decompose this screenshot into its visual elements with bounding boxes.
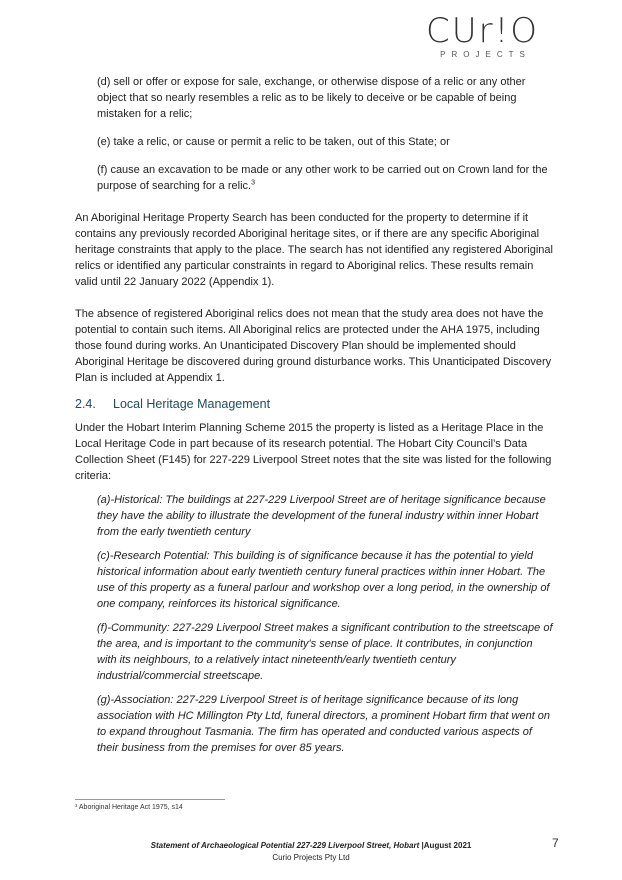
criterion-community: (f)-Community: 227-229 Liverpool Street makes a significant contribution to the streetscape of the area, and is important to the community's sense of place. It contributes, in conjunction with its neighbours, to a relatively intact nineteenth/early twentieth century industrial/commercial streetscape. bbox=[97, 622, 553, 682]
list-item-f-text: (f) cause an excavation to be made or any other work to be carried out on Crown land for the purpose of searching for a relic. bbox=[97, 164, 548, 192]
list-item-f bbox=[75, 162, 554, 194]
paragraph-property-search: An Aboriginal Heritage Property Search has been conducted for the property to determine if it contains any previously recorded Aboriginal heritage sites, or if there are any specific Aboriginal heritage constraints that apply to the place. The search has not identified any registered Aboriginal relics or identified any particular constraints in regard to Aboriginal relics. These results remain valid until 22 January 2022 (Appendix 1). bbox=[75, 212, 553, 288]
footer-title: Statement of Archaeological Potential 227-229 Liverpool Street, Hobart bbox=[150, 841, 420, 850]
section-number: 2.4. bbox=[75, 397, 96, 411]
footer-date: August 2021 bbox=[423, 841, 472, 850]
logo-subtitle: PROJECTS bbox=[440, 50, 531, 59]
page-footer: Statement of Archaeological Potential 227-229 Liverpool Street, Hobart |August 2021 Curio Projects Pty Ltd bbox=[0, 841, 622, 862]
section-title: Local Heritage Management bbox=[113, 397, 271, 411]
section-intro: Under the Hobart Interim Planning Scheme 2015 the property is listed as a Heritage Place in the Local Heritage Code in part because of its research potential. The Hobart City Council’s Data Collection Sheet (F145) for 227-229 Liverpool Street notes that the site was listed for the following criteria: bbox=[75, 422, 552, 482]
section-heading bbox=[75, 396, 554, 412]
footnote-divider bbox=[75, 799, 225, 800]
list-item-e: (e) take a relic, or cause or permit a relic to be taken, out of this State; or bbox=[97, 136, 450, 148]
criterion-research: (c)-Research Potential: This building is of significance because it has the potential to yield historical information about early twentieth century funeral practices within inner Hobart. The use of this property as a funeral parlour and workshop over a long period, in the ownership of one company, reinforces its historical significance. bbox=[97, 550, 550, 610]
logo-wordmark: CUr!O bbox=[426, 11, 539, 51]
page-body bbox=[75, 74, 554, 756]
list-item-d: (d) sell or offer or expose for sale, exchange, or otherwise dispose of a relic or any other object that so nearly resembles a relic as to be likely to deceive or be capable of being mistaken for a relic; bbox=[97, 76, 526, 120]
page-number: 7 bbox=[552, 836, 559, 850]
criterion-association: (g)-Association: 227-229 Liverpool Street is of heritage significance because of its long association with HC Millington Pty Ltd, funeral directors, a prominent Hobart firm that went on to expand throughout Tasmania. The firm has operated and conducted various aspects of their business from the premises for over 85 years. bbox=[97, 694, 551, 754]
criterion-historical: (a)-Historical: The buildings at 227-229 Liverpool Street are of heritage significance because they have the ability to illustrate the development of the funeral industry within inner Hobart from the early twentieth century bbox=[97, 494, 546, 538]
curio-logo bbox=[426, 11, 539, 59]
footnote-ref: 3 bbox=[251, 179, 255, 187]
footnote: ³ Aboriginal Heritage Act 1975, s14 bbox=[75, 804, 183, 811]
footer-company: Curio Projects Pty Ltd bbox=[272, 853, 350, 862]
paragraph-absence: The absence of registered Aboriginal relics does not mean that the study area does not have the potential to contain such items. All Aboriginal relics are protected under the AHA 1975, including those found during works. An Unanticipated Discovery Plan should be implemented should Aboriginal Heritage be discovered during ground disturbance works. This Unanticipated Discovery Plan is included at Appendix 1. bbox=[75, 308, 552, 384]
